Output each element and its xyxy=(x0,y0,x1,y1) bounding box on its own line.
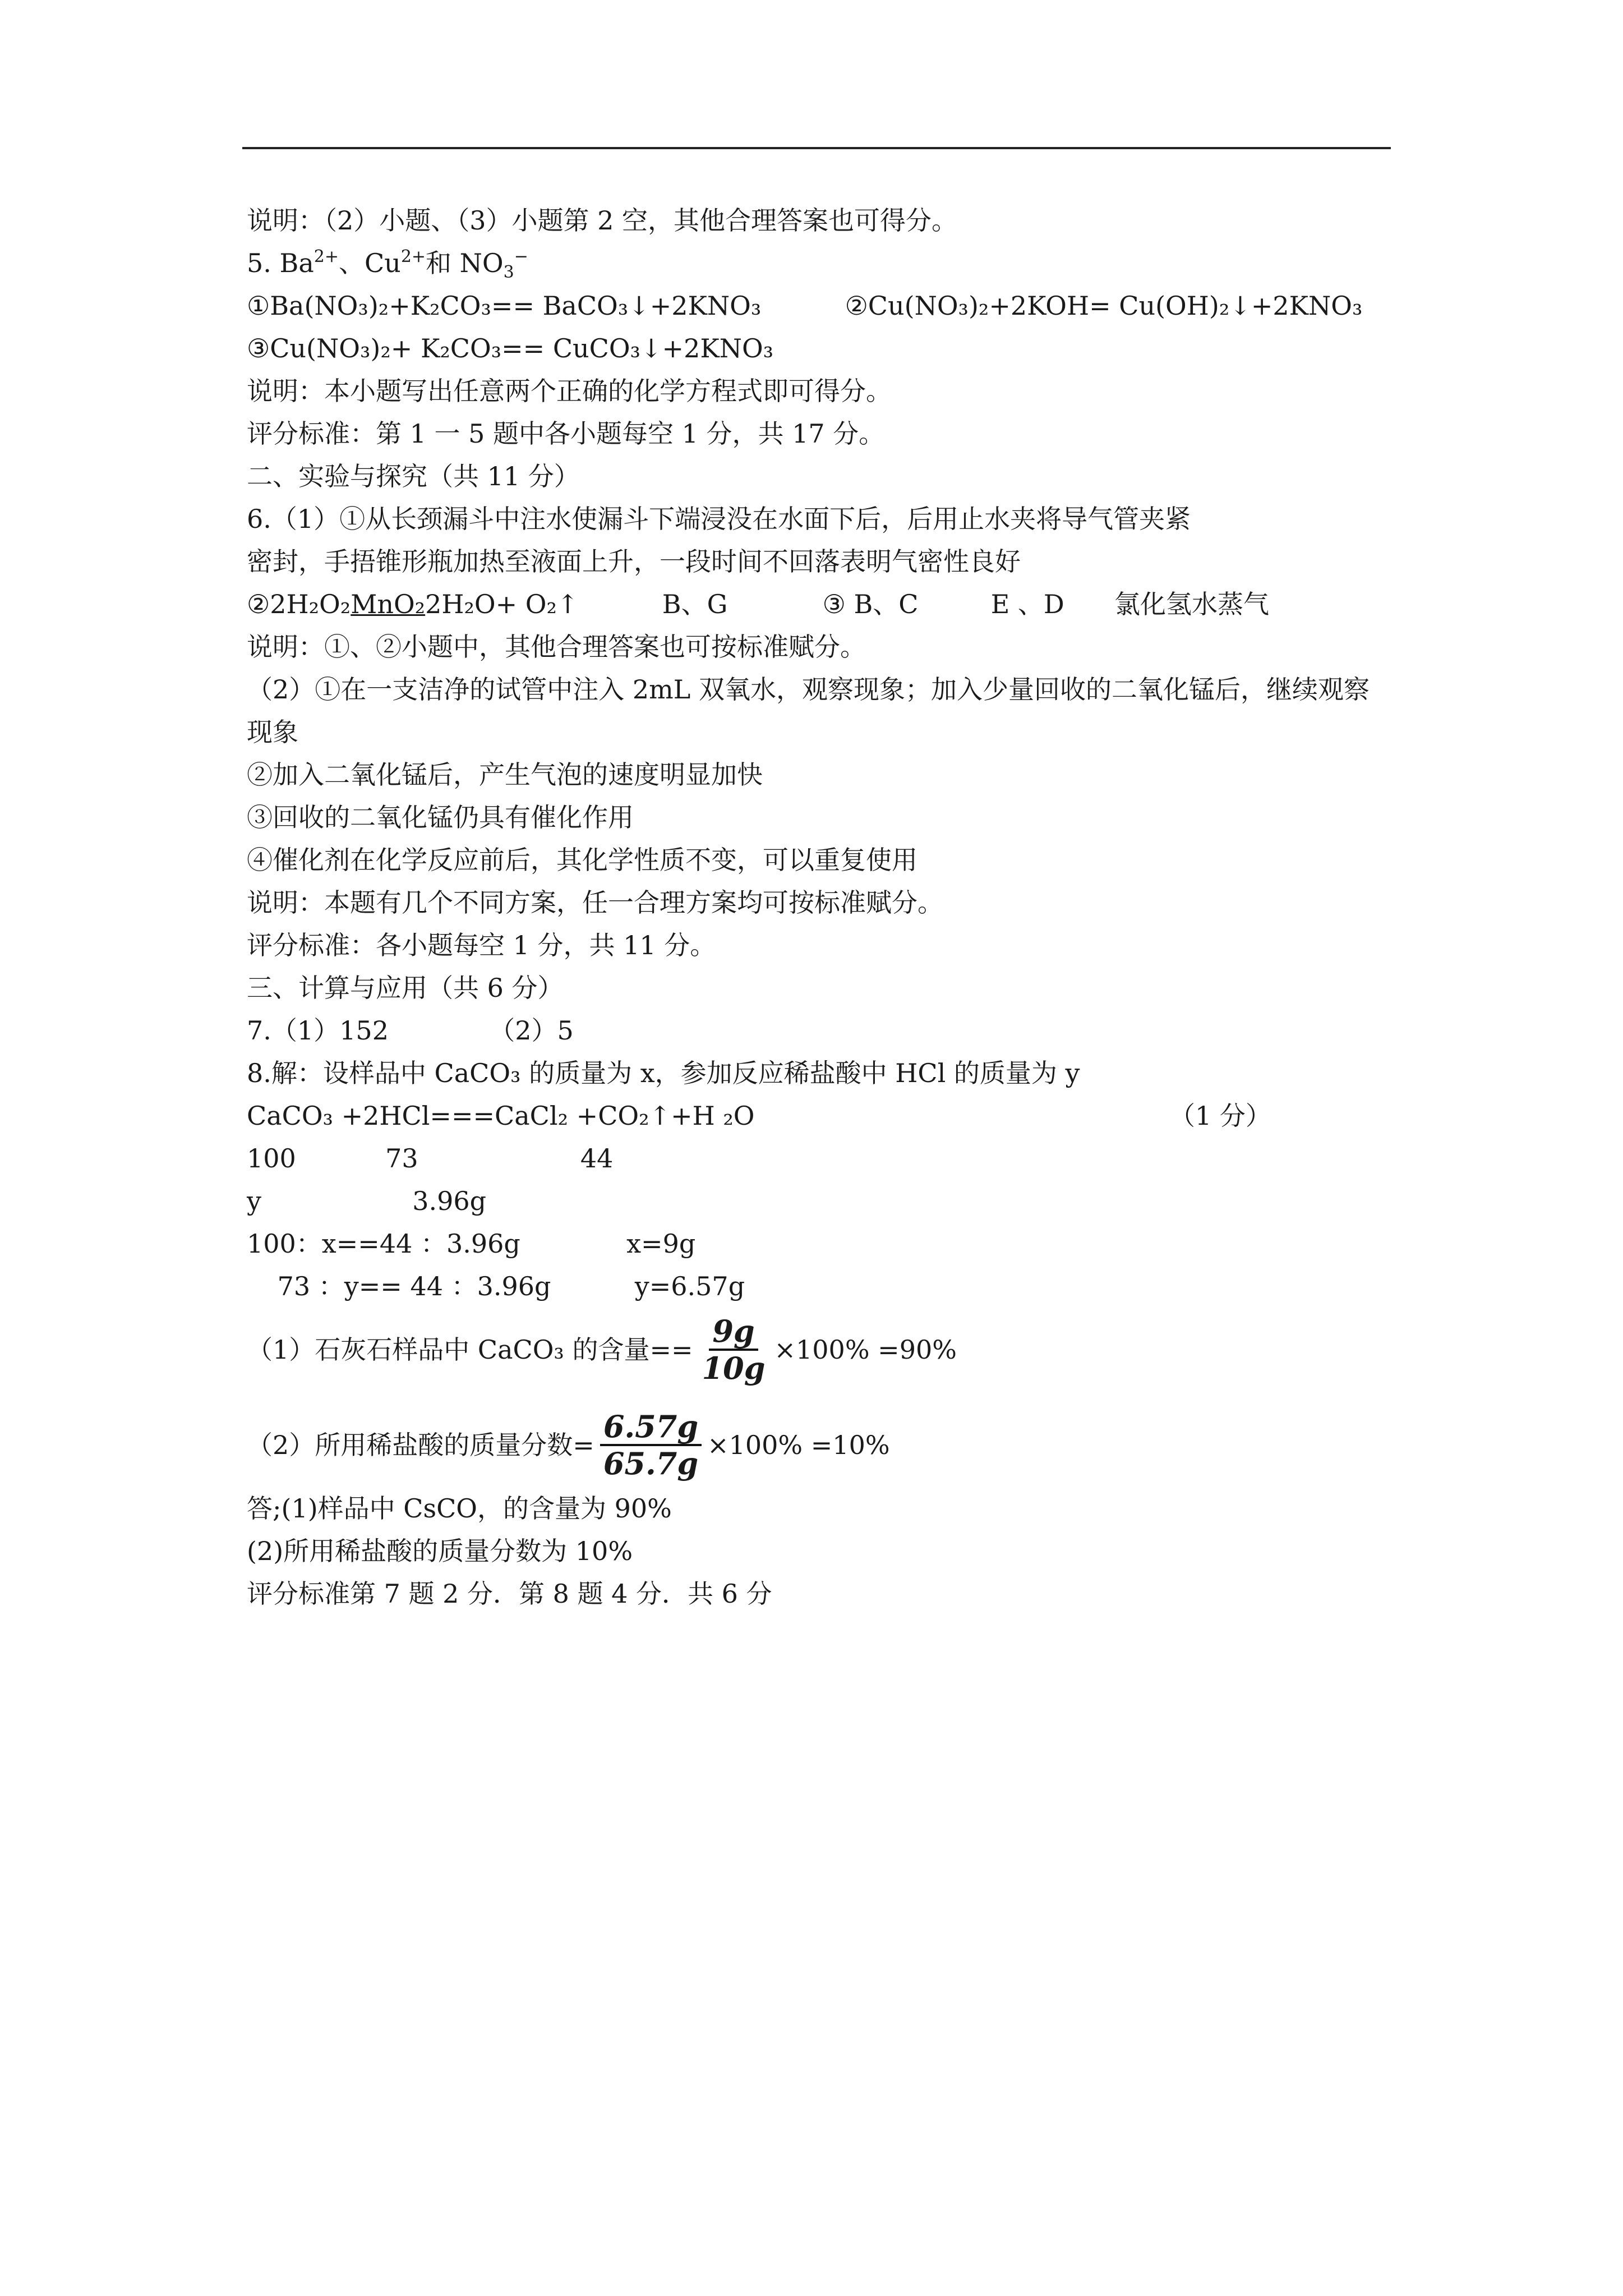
solution-line: 8.解：设样品中 CaCO₃ 的质量为 x，参加反应稀盐酸中 HCl 的质量为 y xyxy=(247,1058,1080,1088)
ratio-line: 100 73 44 xyxy=(247,1143,614,1174)
equation-1: ①Ba(NO₃)₂+K₂CO₃== BaCO₃↓+2KNO₃ xyxy=(247,291,762,321)
ions-line: 5. $Ba^{2+}$、$Cu^{2+}$和 $NO_3^-$ xyxy=(247,247,528,282)
note-line: 说明：本小题写出任意两个正确的化学方程式即可得分。 xyxy=(247,376,892,406)
scoring-line: 评分标准：第 1 一 5 题中各小题每空 1 分，共 17 分。 xyxy=(247,418,885,449)
equation-3: ③Cu(NO₃)₂+ K₂CO₃== CuCO₃↓+2KNO₃ xyxy=(247,333,774,364)
note-line: 说明：①、②小题中，其他合理答案也可按标准赋分。 xyxy=(247,632,866,662)
header-rule xyxy=(242,147,1391,149)
answer-line: ③回收的二氧化锰仍具有催化作用 xyxy=(247,802,634,832)
answer-line: ②2H₂O₂MnO₂2H₂O+ O₂↑ B、G ③ B、C E 、D 氯化氢水蒸气 xyxy=(247,589,1270,619)
calc-line: 100：x==44 ：3.96g x=9g xyxy=(247,1228,696,1259)
equation-line xyxy=(247,284,1391,327)
result-line-2: （2）所用稀盐酸的质量分数= $\frac{6.57g}{65.7g}$ ×100% =10% xyxy=(247,1409,890,1481)
score-note: （1 分） xyxy=(1169,1101,1271,1131)
fraction: $\frac{9g}{10g}$ xyxy=(702,1313,766,1386)
answer-line: (2)所用稀盐酸的质量分数为 10% xyxy=(247,1536,633,1566)
ratio-line: y 3.96g xyxy=(247,1186,487,1216)
scoring-line: 评分标准第 7 题 2 分．第 8 题 4 分．共 6 分 xyxy=(247,1579,772,1609)
answer-line: 密封，手捂锥形瓶加热至液面上升，一段时间不回落表明气密性良好 xyxy=(247,546,1021,577)
scoring-line: 评分标准：各小题每空 1 分，共 11 分。 xyxy=(247,930,716,960)
note-line: 说明：本题有几个不同方案，任一合理方案均可按标准赋分。 xyxy=(247,887,943,918)
answer-line: 答;(1)样品中 CsCO，的含量为 90% xyxy=(247,1493,672,1524)
answer-line: （2）①在一支洁净的试管中注入 2mL 双氧水，观察现象；加入少量回收的二氧化锰后，继续观察现象 xyxy=(247,674,1370,747)
note-line: 说明：（2）小题、（3）小题第 2 空，其他合理答案也可得分。 xyxy=(247,205,958,236)
calc-line: 73 ：y== 44 ：3.96g y=6.57g xyxy=(277,1271,745,1301)
section-heading: 三、计算与应用（共 6 分） xyxy=(247,973,564,1003)
result-line-1: （1）石灰石样品中 CaCO₃ 的含量== $\frac{9g}{10g}$ ×100% =90% xyxy=(247,1313,957,1386)
reaction-line: CaCO₃ +2HCl===CaCl₂ +CO₂↑+H ₂O （1 分） xyxy=(247,1094,1391,1137)
answer-line: 6.（1）①从长颈漏斗中注水使漏斗下端浸没在水面下后，后用止水夹将导气管夹紧 xyxy=(247,504,1191,534)
answer-line: ②加入二氧化锰后，产生气泡的速度明显加快 xyxy=(247,760,763,790)
answer-line: 7.（1）152 （2）5 xyxy=(247,1015,574,1046)
fraction: $\frac{6.57g}{65.7g}$ xyxy=(600,1409,702,1481)
answer-line: ④催化剂在化学反应前后，其化学性质不变，可以重复使用 xyxy=(247,845,917,875)
answer-content xyxy=(247,199,1391,1615)
section-heading: 二、实验与探究（共 11 分） xyxy=(247,461,580,491)
equation-2: ②Cu(NO₃)₂+2KOH= Cu(OH)₂↓+2KNO₃ xyxy=(845,291,1363,321)
